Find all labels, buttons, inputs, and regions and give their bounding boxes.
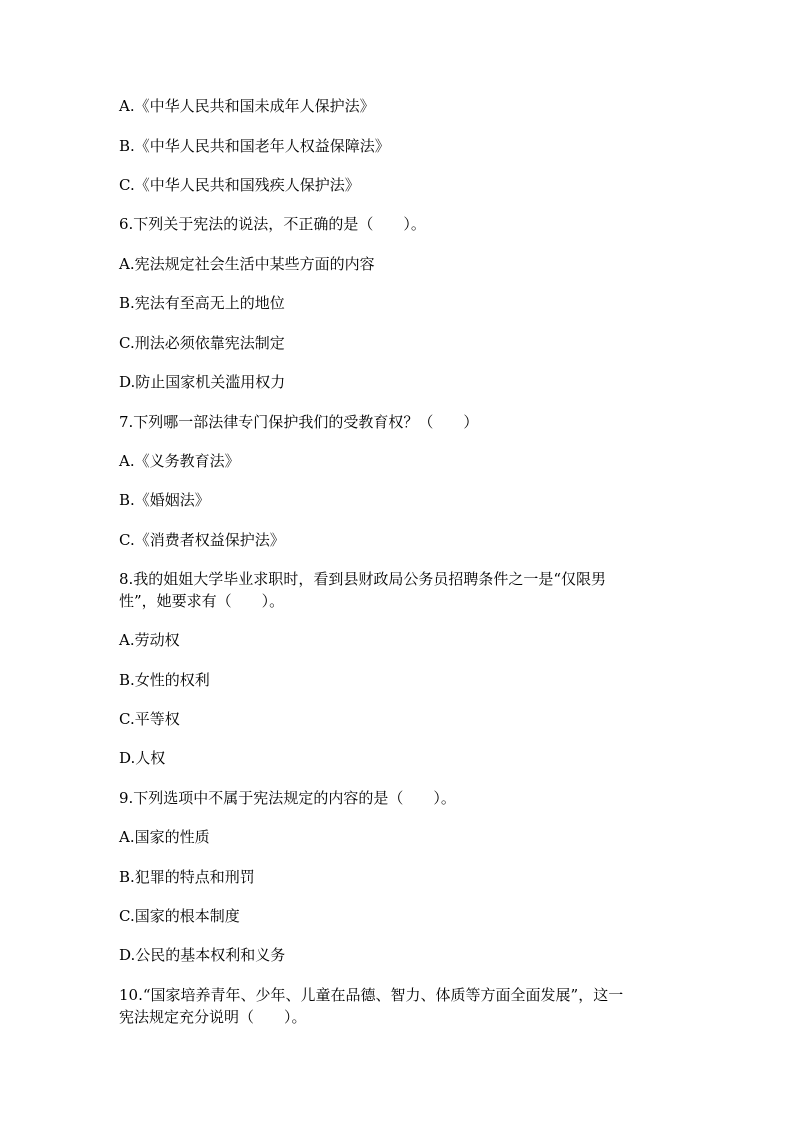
q6-option-b: B.宪法有至高无上的地位 [119, 294, 285, 312]
q9-option-c: C.国家的根本制度 [119, 907, 240, 925]
q6-option-a: A.宪法规定社会生活中某些方面的内容 [119, 255, 375, 273]
q10-question-line1: 10.“国家培养青年、少年、儿童在品德、智力、体质等方面全面发展”，这一 [119, 986, 624, 1004]
q8-option-c: C.平等权 [119, 710, 180, 728]
q10-question-line2: 宪法规定充分说明（ ）。 [119, 1008, 307, 1026]
q9-option-d: D.公民的基本权利和义务 [119, 946, 286, 964]
q6-option-c: C.刑法必须依靠宪法制定 [119, 334, 285, 352]
q9-question: 9.下列选项中不属于宪法规定的内容的是（ ）。 [119, 789, 456, 807]
q5-option-b: B.《中华人民共和国老年人权益保障法》 [119, 137, 390, 155]
q9-option-b: B.犯罪的特点和刑罚 [119, 868, 255, 886]
q6-question: 6.下列关于宪法的说法，不正确的是（ ）。 [119, 215, 426, 233]
q7-question: 7.下列哪一部法律专门保护我们的受教育权？（ ） [119, 413, 479, 431]
q9-option-a: A.国家的性质 [119, 828, 210, 846]
q6-option-d: D.防止国家机关滥用权力 [119, 373, 286, 391]
q8-question-line2: 性”，她要求有（ ）。 [119, 592, 285, 610]
q5-option-a: A.《中华人民共和国未成年人保护法》 [119, 97, 375, 115]
q8-option-d: D.人权 [119, 749, 166, 767]
q7-option-b: B.《婚姻法》 [119, 491, 210, 509]
q8-option-a: A.劳动权 [119, 631, 180, 649]
q7-option-c: C.《消费者权益保护法》 [119, 531, 285, 549]
q8-option-b: B.女性的权利 [119, 671, 210, 689]
q8-question-line1: 8.我的姐姐大学毕业求职时，看到县财政局公务员招聘条件之一是“仅限男 [119, 570, 606, 588]
q5-option-c: C.《中华人民共和国残疾人保护法》 [119, 176, 360, 194]
q7-option-a: A.《义务教育法》 [119, 452, 240, 470]
